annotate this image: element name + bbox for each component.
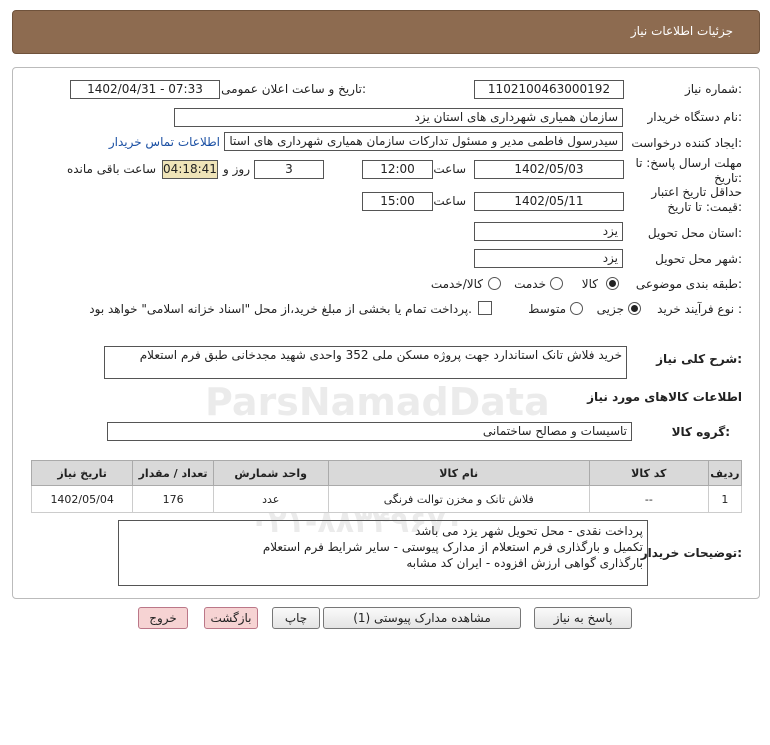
- print-button[interactable]: چاپ: [272, 607, 320, 629]
- goods-table: [31, 460, 742, 513]
- cell-name: فلاش تانک و مخزن توالت فرنگی: [328, 486, 589, 513]
- note-line: بارگذاری گواهی ارزش افزوده - ایران کد مشابه: [406, 556, 643, 570]
- col-code: کد کالا: [589, 461, 708, 486]
- treasury-payment-note: پرداخت تمام یا بخشی از مبلغ خرید،از محل "اسناد خزانه اسلامی" خواهد بود.: [89, 302, 472, 316]
- page-header: [12, 10, 760, 54]
- label-deadline-send: مهلت ارسال پاسخ: تا تاریخ:: [635, 156, 742, 185]
- attachments-button[interactable]: مشاهده مدارک پیوستی (1): [323, 607, 521, 629]
- label-announce-datetime: تاریخ و ساعت اعلان عمومی:: [221, 82, 366, 96]
- validity-date-field: 1402/05/11: [474, 192, 624, 211]
- description-field: خرید فلاش تانک استاندارد جهت پروژه مسکن ملی 352 واحدی شهید مجدخانی طبق فرم استعلام: [104, 346, 627, 379]
- buyer-org-field: سازمان همیاری شهرداری های استان یزد: [174, 108, 623, 127]
- treasury-payment-checkbox[interactable]: [478, 301, 492, 315]
- col-name: نام کالا: [328, 461, 589, 486]
- cell-unit: عدد: [213, 486, 328, 513]
- goods-info-title: اطلاعات کالاهای مورد نیاز: [587, 390, 742, 404]
- contact-buyer-link[interactable]: اطلاعات تماس خریدار: [108, 135, 220, 149]
- deadline-time-field: 12:00: [362, 160, 433, 179]
- cell-date: 1402/05/04: [32, 486, 133, 513]
- label-creator: ایجاد کننده درخواست:: [631, 136, 742, 150]
- reply-button[interactable]: پاسخ به نیاز: [534, 607, 632, 629]
- province-field: یزد: [474, 222, 623, 241]
- label-need-number: شماره نیاز:: [684, 82, 742, 96]
- label-goods-group: گروه کالا:: [671, 425, 730, 439]
- deadline-date-field: 1402/05/03: [474, 160, 624, 179]
- category-option-goods: کالا: [581, 277, 598, 291]
- need-number-field: 1102100463000192: [474, 80, 624, 99]
- label-buyer-org: نام دستگاه خریدار:: [647, 110, 742, 124]
- cell-code: --: [589, 486, 708, 513]
- note-line: تکمیل و بارگذاری فرم استعلام از مدارک پیوستی - سایر شرایط فرم استعلام: [262, 540, 643, 554]
- exit-button[interactable]: خروج: [138, 607, 188, 629]
- purchase-option-partial: جزیی: [596, 302, 624, 316]
- city-field: یزد: [474, 249, 623, 268]
- radio-purchase-medium[interactable]: [570, 302, 583, 315]
- label-validity-time: ساعت: [433, 194, 466, 208]
- radio-category-goods-service[interactable]: [488, 277, 501, 290]
- label-delivery-province: استان محل تحویل:: [647, 226, 742, 240]
- days-field: 3: [254, 160, 324, 179]
- buyer-notes-field: [118, 520, 648, 586]
- label-deadline-time: ساعت: [433, 162, 466, 176]
- label-days-and: روز و: [223, 162, 250, 176]
- goods-table-header-row: [32, 461, 742, 486]
- validity-time-field: 15:00: [362, 192, 433, 211]
- category-option-goods-service: کالا/خدمت: [430, 277, 483, 291]
- col-date: تاریخ نیاز: [32, 461, 133, 486]
- table-row: [32, 486, 742, 513]
- label-buyer-notes: توضیحات خریدار:: [640, 546, 742, 560]
- col-qty: تعداد / مقدار: [133, 461, 214, 486]
- cell-row: 1: [708, 486, 741, 513]
- radio-category-goods[interactable]: [606, 277, 619, 290]
- remaining-time-field: 04:18:41: [162, 160, 218, 179]
- category-option-service: خدمت: [514, 277, 546, 291]
- col-unit: واحد شمارش: [213, 461, 328, 486]
- label-purchase-type: نوع فرآیند خرید :: [657, 302, 742, 316]
- label-delivery-city: شهر محل تحویل:: [655, 252, 742, 266]
- radio-purchase-partial[interactable]: [628, 302, 641, 315]
- label-category: طبقه بندی موضوعی:: [635, 277, 742, 291]
- col-row: ردیف: [708, 461, 741, 486]
- announce-datetime-field: 1402/04/31 - 07:33: [70, 80, 220, 99]
- creator-field: سیدرسول فاطمی مدیر و مسئول تدارکات سازمان همیاری شهرداری های استا: [224, 132, 623, 151]
- note-line: پرداخت نقدی - محل تحویل شهر یزد می باشد: [414, 524, 643, 538]
- label-description: شرح کلی نیاز:: [656, 352, 742, 366]
- label-remaining: ساعت باقی مانده: [66, 162, 156, 176]
- goods-group-field: تاسیسات و مصالح ساختمانی: [107, 422, 632, 441]
- radio-category-service[interactable]: [550, 277, 563, 290]
- purchase-option-medium: متوسط: [528, 302, 566, 316]
- label-validity-min: حداقل تاریخ اعتبار قیمت: تا تاریخ:: [651, 185, 742, 214]
- cell-qty: 176: [133, 486, 214, 513]
- page-title: جزئیات اطلاعات نیاز: [630, 24, 733, 38]
- back-button[interactable]: بازگشت: [204, 607, 258, 629]
